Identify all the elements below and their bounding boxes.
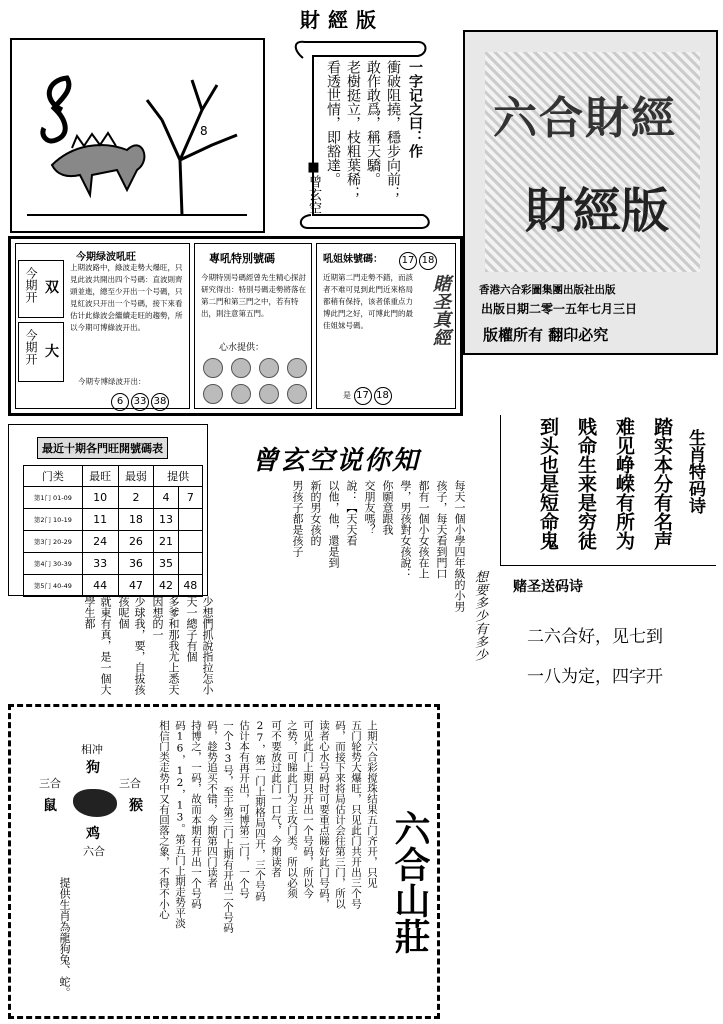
- dragon-emblem-icon: [73, 789, 117, 817]
- table-row: [24, 487, 203, 509]
- zodiac-bottom: 鸡: [86, 826, 100, 842]
- table-cell: 10: [82, 487, 118, 509]
- story-column: 多爹和那我尤上悉天因想的一: [151, 596, 180, 695]
- story-column: 就東有真，是一個大學生都: [83, 596, 112, 695]
- table-cell: 18: [118, 509, 154, 531]
- zodiac-right-label: 三合: [119, 777, 141, 790]
- forecast-label-1: 今期开: [24, 267, 38, 303]
- liuhe-column: 一个33号，至于第三门上期有开出二个号码: [222, 720, 234, 933]
- table-cell: 24: [82, 531, 118, 553]
- table-title: 最近十期各門旺開號碼表: [37, 437, 168, 459]
- table-cell: 36: [118, 553, 154, 575]
- story-columns: [212, 480, 467, 700]
- green-wave-footer: 今期专博绿波开出：: [78, 377, 146, 386]
- liuhe-column: 持博之，一码，故而本期有开出一个号码: [190, 720, 202, 909]
- story-column: 孩子，每天看到門口: [435, 480, 448, 579]
- green-wave-title: 今期绿波吼旺: [76, 252, 136, 263]
- table-header: 提供: [154, 466, 203, 487]
- table-cell: 48: [178, 575, 202, 597]
- door-number-title: 吼姐妹號碼：: [323, 254, 383, 265]
- story-column: 少想們抓說指拉怎小天一總子有個: [185, 596, 214, 695]
- number-ball: 17: [399, 252, 417, 270]
- table-row: [24, 509, 203, 531]
- liuhe-column: 上期六合彩搅珠结果五门齐开，只见: [366, 720, 378, 888]
- table-cell: 第3门 20-29: [24, 531, 83, 553]
- story-column: 新的男女孩的: [309, 480, 322, 546]
- table-header: 门类: [24, 466, 83, 487]
- masthead-publisher: 香港六合彩圖集團出版社出版: [479, 284, 616, 296]
- zodiac-left-label: 三合: [39, 777, 61, 790]
- ten-period-table-panel: [8, 424, 208, 596]
- table-cell: 7: [178, 487, 202, 509]
- table-cell: [178, 509, 202, 531]
- liuhe-column: 之势，可睇此门为主攻门类。所以必须: [286, 720, 298, 899]
- table-row: [24, 575, 203, 597]
- table-row: [24, 553, 203, 575]
- table-cell: 47: [118, 575, 154, 597]
- shengxiao-line-1: 踏实本分有名声: [651, 417, 673, 550]
- shengxiao-poem: [500, 415, 716, 566]
- door-footer-text: 是: [343, 391, 351, 400]
- masthead-date: 出版日期二零一五年七月三日: [481, 302, 638, 316]
- table-cell: 4: [154, 487, 178, 509]
- table-cell: 13: [154, 509, 178, 531]
- forecast-value-odd-even: 双: [45, 280, 59, 296]
- tips-panel: [8, 236, 463, 416]
- shengxiao-line-4: 到头也是短命鬼: [537, 417, 559, 550]
- poem-author: ■曾玄空: [306, 160, 321, 214]
- gambler-line-1: 二六合好，见七到: [527, 627, 663, 647]
- story-section: [212, 420, 497, 705]
- forecast-big-small: [18, 322, 64, 382]
- liuhe-column: 可不要放过此门一口气，今期读者: [270, 720, 282, 878]
- special-number-footer: 心水提供：: [219, 343, 265, 353]
- story-column: 學，男孩對女孩說：: [399, 480, 412, 579]
- green-wave-balls: [111, 389, 171, 411]
- page-header-title: 財經版: [300, 8, 384, 32]
- table-header-row: [24, 466, 203, 487]
- door-number-body: 近期第二門走勢不錯，而該者不难可見到此門近來格局都稍有保持，该者係重点力博此門之好，可博此門的最佳姐妹号碼。: [323, 273, 413, 330]
- green-wave-section: [15, 243, 190, 409]
- cartoon-panel: [10, 38, 265, 233]
- poem-line-4: 看透世情，即豁達。: [325, 60, 341, 186]
- table-cell: 第4门 30-39: [24, 553, 83, 575]
- cartoon-number: 8: [200, 124, 208, 138]
- table-header: 最弱: [118, 466, 154, 487]
- poem-scroll: [283, 40, 433, 230]
- zodiac-top: 狗: [86, 760, 100, 776]
- special-number-body: 今期特別号碼經曾先生精心探討研究得出：特別号碼走勢將落在第二門和第三門之中，若有特出，則注意第五門。: [201, 273, 306, 318]
- table-cell: 第5门 40-49: [24, 575, 83, 597]
- table-cell: 42: [154, 575, 178, 597]
- gambler-poem: [505, 570, 715, 700]
- zodiac-left: 鼠: [43, 798, 57, 814]
- table-cell: 2: [118, 487, 154, 509]
- table-cell: 44: [82, 575, 118, 597]
- table-header: 最旺: [82, 466, 118, 487]
- number-ball: 33: [131, 393, 149, 411]
- table-cell: 35: [154, 553, 178, 575]
- table-cell: 33: [82, 553, 118, 575]
- special-number-title: 專吼特別號碼: [209, 252, 275, 265]
- green-wave-body: 上期波路中，綠波走勢大爆旺，只見此波共開出四个号碼：直波則齊頭並進，總至少开出一个号碼，只見紅波只开出一个号碼，接下來看估计此綠波会繼續走旺的趨勢，所以今期可博綠波开出。: [70, 263, 183, 332]
- zodiac-bottom-label: 六合: [83, 845, 105, 858]
- dinosaur-tree-illustration: [12, 40, 263, 231]
- door-stats-table: [23, 465, 203, 597]
- story-aside: 想要多少有多少: [472, 570, 487, 661]
- table-cell: 第1门 01-09: [24, 487, 83, 509]
- story-column: 以他，他，還是到: [327, 480, 340, 568]
- zodiac-dots-row-1: [199, 358, 311, 382]
- table-cell: 第2门 10-19: [24, 509, 83, 531]
- masthead-copyright: 版權所有 翻印必究: [483, 326, 609, 344]
- door-number-footer: [343, 387, 394, 405]
- story-title: 曾玄空说你知: [252, 446, 421, 476]
- story-column: 都有一個小女孩在上: [417, 480, 430, 579]
- story-column: 男孩子都是孩子: [291, 480, 304, 557]
- liuhe-columns: [158, 720, 380, 1015]
- shengxiao-line-3: 贱命生来是穷徒: [575, 417, 597, 550]
- story-column: 少球我，要，自拔孩孩呢個: [117, 596, 146, 695]
- liuhe-villa-section: [158, 720, 440, 1015]
- door-number-section: [316, 243, 456, 409]
- table-cell: 11: [82, 509, 118, 531]
- liuhe-column: 码16，12，13。第五门上期走势平淡: [174, 720, 186, 929]
- story-column: 說：【天天看: [345, 480, 358, 546]
- door-number-handwritten: 賭圣真經: [430, 274, 451, 346]
- number-ball: 18: [374, 387, 392, 405]
- liuhe-villa-title: 六合山莊: [389, 810, 431, 954]
- story-column: 交朋友嗎？: [363, 480, 376, 535]
- liuhe-column: 可见此门上期只开出一个号码，所以今: [302, 720, 314, 899]
- table-cell: [178, 531, 202, 553]
- number-ball: 38: [151, 393, 169, 411]
- gambler-line-2: 一八为定，四字开: [527, 667, 663, 687]
- number-ball: 6: [111, 393, 129, 411]
- shengxiao-poem-title: 生肖特码诗: [685, 429, 705, 514]
- special-number-section: [194, 243, 312, 409]
- shengxiao-line-2: 难见峥嵘有所为: [613, 417, 635, 550]
- number-ball: 17: [354, 387, 372, 405]
- gambler-poem-title: 赌圣送码诗: [513, 579, 583, 595]
- poem-line-2: 敢作敢爲，稱天驕。: [365, 60, 381, 186]
- forecast-odd-even: [18, 260, 64, 318]
- table-cell: [178, 553, 202, 575]
- poem-line-3: 老樹挺立，枝粗葉稀；: [345, 60, 361, 200]
- number-ball: 18: [419, 252, 437, 270]
- liuhe-column: 估计本有再开出，可博第二门，一个号: [238, 720, 250, 899]
- masthead-subtitle: 財經版: [525, 183, 670, 239]
- liuhe-column: 码，趁势追买不错，今期第四门读者: [206, 720, 218, 888]
- zodiac-top-label: 相冲: [81, 743, 103, 756]
- zodiac-right: 猴: [129, 798, 143, 814]
- liuhe-column: 五门轮势大爆旺，只见此门共开出三个号: [350, 720, 362, 909]
- table-cell: 26: [118, 531, 154, 553]
- masthead: [463, 30, 718, 355]
- liuhe-column: 相信门类走势中又有回落之象，不得不小心: [158, 720, 170, 920]
- masthead-title: 六合財經: [493, 93, 677, 144]
- poem-title: 一字记之曰：作: [407, 60, 423, 158]
- forecast-value-big-small: 大: [45, 344, 59, 360]
- table-cell: 21: [154, 531, 178, 553]
- poem-line-1: 衝破阻撓，穩步向前；: [385, 60, 401, 200]
- liuhe-column: 27，第一门上期格局四开，三个号码: [254, 720, 266, 902]
- forecast-label-2: 今期开: [24, 329, 38, 365]
- zodiac-dots-row-2: [199, 384, 311, 408]
- zodiac-hint: 提供生肖為龍狗兔、蛇。: [58, 877, 71, 998]
- liuhe-column: 码，而接下来将局估计会往第三门，所以: [334, 720, 346, 909]
- story-column: 每天一個小學四年級的小男: [453, 480, 466, 612]
- door-number-balls: [399, 248, 439, 270]
- story-lower-columns: [20, 596, 215, 700]
- table-row: [24, 531, 203, 553]
- story-column: 你願意跟我: [381, 480, 394, 535]
- liuhe-column: 读者心水号码时可要重点睇好此门号码，: [318, 720, 330, 909]
